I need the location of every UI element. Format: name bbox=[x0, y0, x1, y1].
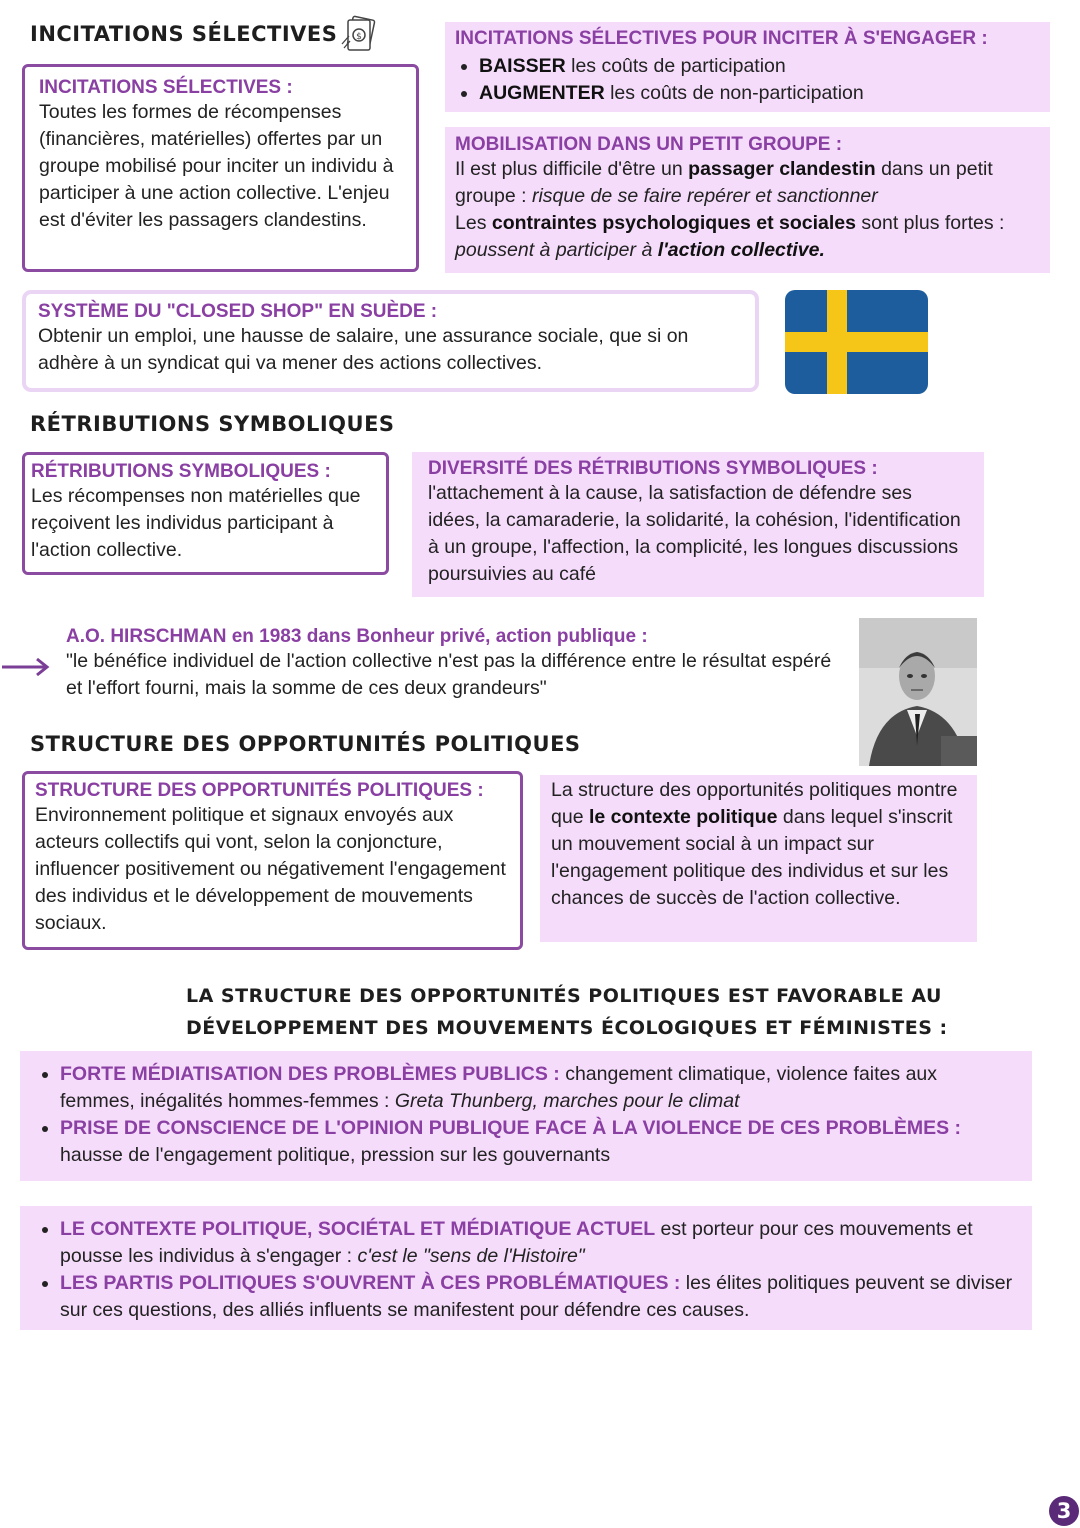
favorable-list-2 bbox=[36, 1216, 1016, 1324]
closed-shop-title: SYSTÈME DU "CLOSED SHOP" EN SUÈDE : bbox=[38, 301, 438, 322]
money-icon bbox=[340, 14, 382, 52]
diversity-box bbox=[412, 452, 984, 597]
list-item: • AUGMENTER les coûts de non-participation bbox=[479, 80, 1040, 107]
section-heading-incitations: INCITATIONS SÉLECTIVES bbox=[30, 22, 338, 46]
quote-title: A.O. HIRSCHMAN en 1983 dans Bonheur privé, action publique : bbox=[66, 626, 648, 647]
favorable-heading: LA STRUCTURE DES OPPORTUNITÉS POLITIQUES EST FAVORABLE AU DÉVELOPPEMENT DES MOUVEMENTS ÉCOLOGIQUES ET FÉMINISTES : bbox=[186, 985, 948, 1039]
structure-explanation-box bbox=[540, 775, 977, 942]
small-group-box bbox=[445, 127, 1050, 273]
engage-title: INCITATIONS SÉLECTIVES POUR INCITER À S'ENGAGER : bbox=[455, 28, 988, 49]
closed-shop-text: Obtenir un emploi, une hausse de salaire, une assurance sociale, que si on adhère à un syndicat qui va mener des actions collectives. bbox=[38, 325, 689, 374]
favorable-box-2 bbox=[20, 1206, 1032, 1330]
svg-text:$: $ bbox=[356, 32, 362, 42]
small-group-text: Il est plus difficile d'être un passager clandestin dans un petit groupe : risque de se faire repérer et sanctionner Les contraintes psychologiques et sociales sont plus fortes : poussent à participer à l'action collective. bbox=[455, 158, 1005, 261]
engage-list bbox=[455, 53, 1040, 107]
sweden-flag-icon bbox=[785, 290, 928, 394]
favorable-list-1 bbox=[36, 1061, 1016, 1169]
quote-text: "le bénéfice individuel de l'action collective n'est pas la différence entre le résultat espéré et l'effort fourni, mais la somme de ces deux grandeurs" bbox=[66, 650, 832, 699]
section-heading-structure: STRUCTURE DES OPPORTUNITÉS POLITIQUES bbox=[30, 732, 581, 756]
definition-title: STRUCTURE DES OPPORTUNITÉS POLITIQUES : bbox=[35, 780, 484, 801]
definition-title: RÉTRIBUTIONS SYMBOLIQUES : bbox=[31, 461, 331, 482]
small-group-title: MOBILISATION DANS UN PETIT GROUPE : bbox=[455, 134, 843, 155]
section-heading-retributions: RÉTRIBUTIONS SYMBOLIQUES bbox=[30, 412, 395, 436]
definition-box-retributions bbox=[22, 452, 389, 575]
list-item: • FORTE MÉDIATISATION DES PROBLÈMES PUBLICS : changement climatique, violence faites aux femmes, inégalités hommes-femmes : Greta Thunberg, marches pour le climat bbox=[60, 1061, 1016, 1115]
closed-shop-box bbox=[22, 290, 759, 392]
list-item: • BAISSER les coûts de participation bbox=[479, 53, 1040, 80]
list-item: • PRISE DE CONSCIENCE DE L'OPINION PUBLIQUE FACE À LA VIOLENCE DE CES PROBLÈMES : hausse de l'engagement politique, pression sur les gouvernants bbox=[60, 1115, 1016, 1169]
definition-text: Les récompenses non matérielles que reçoivent les individus participant à l'action collective. bbox=[31, 485, 361, 561]
favorable-box-1 bbox=[20, 1051, 1032, 1181]
diversity-title: DIVERSITÉ DES RÉTRIBUTIONS SYMBOLIQUES : bbox=[428, 458, 878, 479]
definition-box-structure bbox=[22, 771, 523, 950]
definition-text: Toutes les formes de récompenses (financières, matérielles) offertes par un groupe mobilisé pour inciter un individu à participer à une action collective. L'enjeu est d'éviter les passagers clandestins. bbox=[39, 101, 394, 231]
structure-explanation-text: La structure des opportunités politiques montre que le contexte politique dans lequel s'inscrit un mouvement social à un impact sur l'engagement politique des individus et sur les chances de succès de l'action collective. bbox=[551, 779, 958, 909]
hirschman-portrait bbox=[859, 618, 977, 766]
page-number-badge: 3 bbox=[1049, 1496, 1079, 1526]
list-item: • LES PARTIS POLITIQUES S'OUVRENT À CES PROBLÉMATIQUES : les élites politiques peuvent se diviser sur ces questions, des alliés influents se manifestent pour défendre ces causes. bbox=[60, 1270, 1016, 1324]
definition-box-incitations bbox=[22, 64, 419, 272]
engage-box bbox=[445, 22, 1050, 112]
hirschman-quote bbox=[66, 626, 846, 702]
diversity-text: l'attachement à la cause, la satisfaction de défendre ses idées, la camaraderie, la solidarité, la cohésion, l'identification à un groupe, l'affection, la complicité, les longues discussions poursuivies au café bbox=[428, 482, 961, 585]
definition-text: Environnement politique et signaux envoyés aux acteurs collectifs qui vont, selon la conjoncture, influencer positivement ou négativement l'engagement des individus et le développement de mouvements sociaux. bbox=[35, 804, 506, 934]
definition-title: INCITATIONS SÉLECTIVES : bbox=[39, 77, 293, 98]
arrow-right-icon bbox=[2, 656, 52, 678]
list-item: • LE CONTEXTE POLITIQUE, SOCIÉTAL ET MÉDIATIQUE ACTUEL est porteur pour ces mouvements et pousse les individus à s'engager : c'est le "sens de l'Histoire" bbox=[60, 1216, 1016, 1270]
